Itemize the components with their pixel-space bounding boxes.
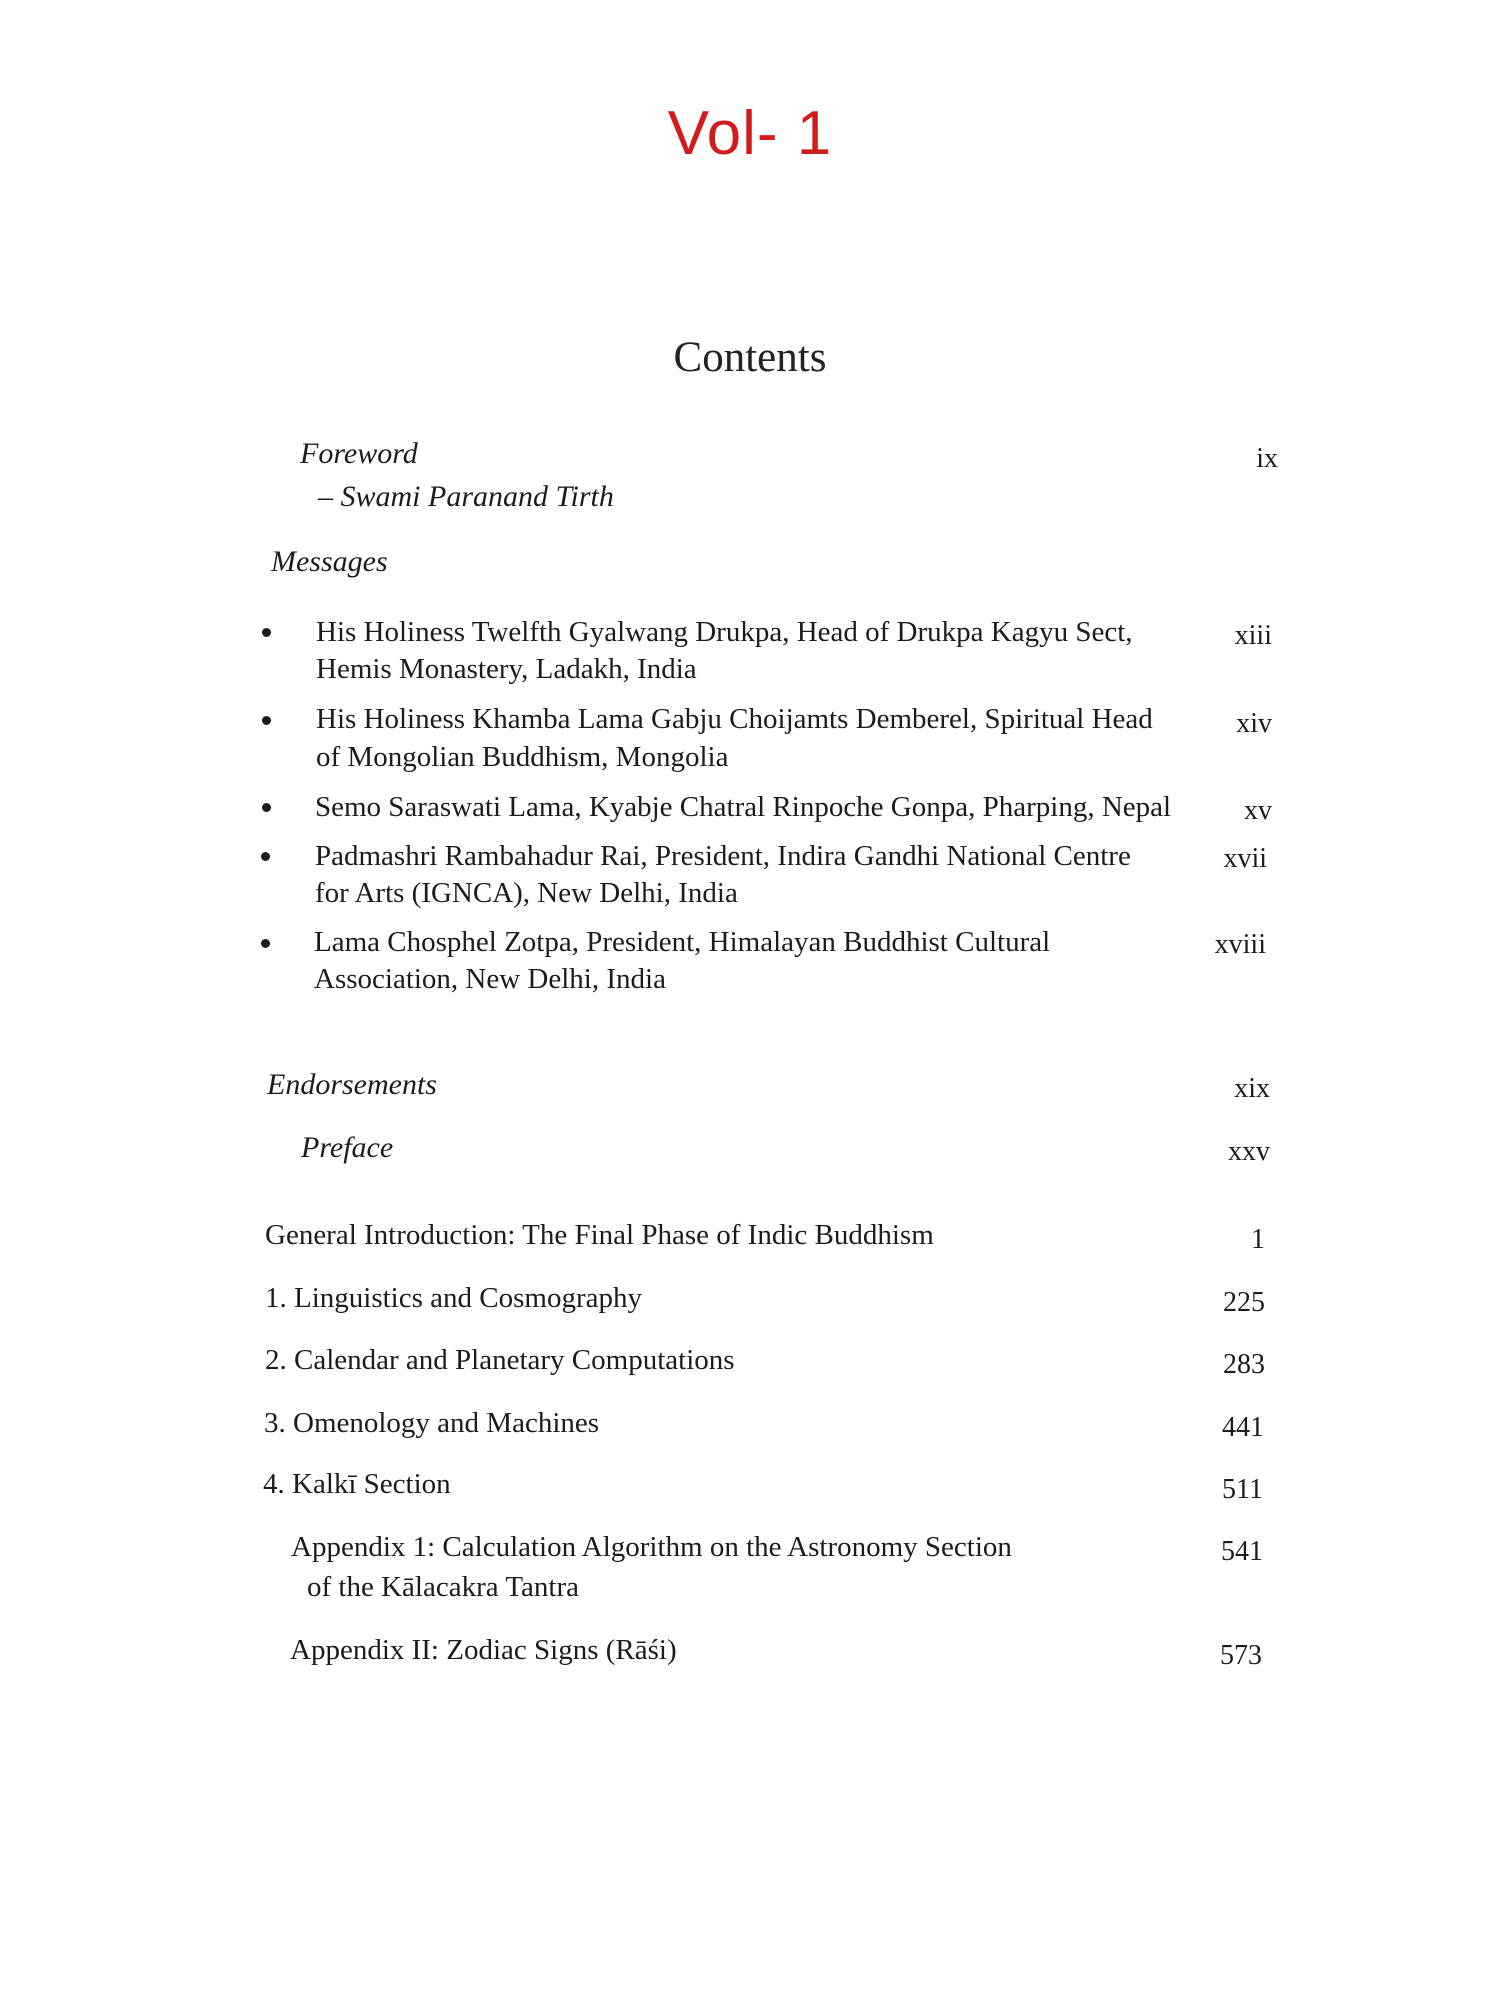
chapter-general-introduction: General Introduction: The Final Phase of Indic Buddhism bbox=[265, 1219, 934, 1251]
message-2-line1: His Holiness Khamba Lama Gabju Choijamts Demberel, Spiritual Head bbox=[316, 703, 1153, 735]
foreword-author: – Swami Paranand Tirth bbox=[318, 480, 614, 513]
contents-title: Contents bbox=[673, 334, 827, 381]
chapter-4-page: 511 bbox=[1222, 1474, 1263, 1505]
appendix-1-title: Appendix 1: Calculation Algorithm on the Astronomy Section bbox=[291, 1531, 1012, 1563]
foreword-title: Foreword bbox=[300, 437, 418, 470]
endorsements-title: Endorsements bbox=[267, 1068, 437, 1101]
message-4-line2: for Arts (IGNCA), New Delhi, India bbox=[315, 877, 738, 909]
bullet-icon bbox=[262, 803, 271, 812]
bullet-icon bbox=[261, 939, 270, 948]
message-3-line1: Semo Saraswati Lama, Kyabje Chatral Rinpoche Gonpa, Pharping, Nepal bbox=[315, 791, 1172, 823]
bullet-icon bbox=[262, 628, 271, 637]
messages-heading: Messages bbox=[271, 545, 388, 578]
chapter-1-title: 1. Linguistics and Cosmography bbox=[265, 1282, 642, 1314]
message-2-page: xiv bbox=[1236, 708, 1272, 739]
preface-title: Preface bbox=[301, 1131, 394, 1164]
chapter-2-page: 283 bbox=[1223, 1349, 1265, 1380]
appendix-1-page: 541 bbox=[1221, 1536, 1263, 1567]
chapter-2-title: 2. Calendar and Planetary Computations bbox=[265, 1344, 735, 1376]
chapter-1-page: 225 bbox=[1223, 1287, 1265, 1318]
message-2-line2: of Mongolian Buddhism, Mongolia bbox=[316, 741, 729, 773]
bullet-icon bbox=[261, 852, 270, 861]
appendix-2-title: Appendix II: Zodiac Signs (Rāśi) bbox=[290, 1634, 677, 1666]
message-4-line1: Padmashri Rambahadur Rai, President, Indira Gandhi National Centre bbox=[315, 840, 1131, 872]
chapter-4-title: 4. Kalkī Section bbox=[263, 1468, 451, 1500]
endorsements-page: xix bbox=[1234, 1073, 1270, 1104]
message-3-page: xv bbox=[1244, 795, 1272, 826]
message-5-line1: Lama Chosphel Zotpa, President, Himalayan Buddhist Cultural bbox=[314, 926, 1051, 958]
foreword-page: ix bbox=[1256, 443, 1278, 474]
appendix-2-page: 573 bbox=[1220, 1640, 1262, 1671]
chapter-3-page: 441 bbox=[1222, 1412, 1264, 1443]
chapter-3-title: 3. Omenology and Machines bbox=[264, 1407, 600, 1439]
volume-label: Vol- 1 bbox=[667, 99, 833, 168]
message-1-line1: His Holiness Twelfth Gyalwang Drukpa, Head of Drukpa Kagyu Sect, bbox=[316, 616, 1133, 648]
preface-page: xxv bbox=[1228, 1136, 1270, 1167]
appendix-1-line2: of the Kālacakra Tantra bbox=[307, 1571, 579, 1603]
message-5-line2: Association, New Delhi, India bbox=[314, 963, 666, 995]
bullet-icon bbox=[262, 716, 271, 725]
message-1-page: xiii bbox=[1234, 620, 1272, 651]
chapter-general-introduction-page: 1 bbox=[1251, 1224, 1265, 1255]
message-1-line2: Hemis Monastery, Ladakh, India bbox=[316, 653, 697, 685]
message-4-page: xvii bbox=[1223, 843, 1267, 874]
message-5-page: xviii bbox=[1214, 929, 1266, 960]
